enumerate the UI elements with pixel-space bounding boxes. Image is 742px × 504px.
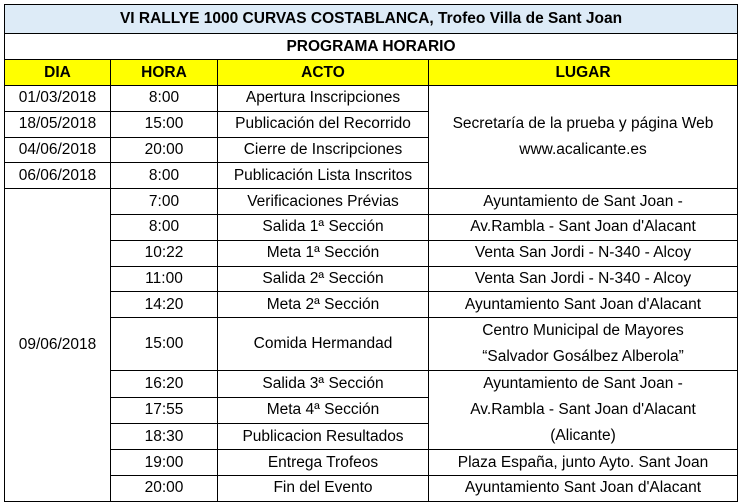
table-row (5, 318, 738, 371)
cell-acto: Fin del Evento (218, 475, 429, 501)
cell-hora: 17:55 (111, 397, 218, 423)
cell-hora: 15:00 (111, 318, 218, 371)
cell-acto: Entrega Trofeos (218, 450, 429, 476)
cell-hora: 8:00 (111, 163, 218, 189)
cell-acto: Publicacion Resultados (218, 423, 429, 449)
cell-hora: 19:00 (111, 450, 218, 476)
lugar-line: “Salvador Gosálbez Alberola” (482, 348, 684, 366)
table-row (5, 266, 738, 292)
cell-acto: Comida Hermandad (218, 318, 429, 371)
cell-acto: Publicación del Recorrido (218, 111, 429, 137)
cell-lugar: Ayuntamiento Sant Joan d'Alacant (429, 292, 738, 318)
cell-lugar: Venta San Jordi - N-340 - Alcoy (429, 240, 738, 266)
cell-hora: 11:00 (111, 266, 218, 292)
cell-lugar-ayto (429, 371, 738, 450)
cell-hora: 16:20 (111, 371, 218, 397)
table-row (5, 214, 738, 240)
cell-acto: Salida 1ª Sección (218, 214, 429, 240)
cell-lugar: Ayuntamiento de Sant Joan - (429, 189, 738, 215)
cell-lugar: Ayuntamiento Sant Joan d'Alacant (429, 475, 738, 501)
cell-dia: 06/06/2018 (5, 163, 111, 189)
cell-hora: 8:00 (111, 214, 218, 240)
cell-hora: 7:00 (111, 189, 218, 215)
cell-acto: Verificaciones Prévias (218, 189, 429, 215)
schedule-table (4, 4, 738, 502)
header-lugar: LUGAR (429, 60, 738, 86)
cell-acto: Publicación Lista Inscritos (218, 163, 429, 189)
header-dia: DIA (5, 60, 111, 86)
lugar-line: Ayuntamiento de Sant Joan - (483, 375, 683, 393)
cell-dia: 04/06/2018 (5, 137, 111, 163)
cell-hora: 18:30 (111, 423, 218, 449)
table-row (5, 450, 738, 476)
cell-hora: 20:00 (111, 137, 218, 163)
table-row (5, 292, 738, 318)
cell-hora: 20:00 (111, 475, 218, 501)
cell-acto: Cierre de Inscripciones (218, 137, 429, 163)
table-row (5, 86, 738, 112)
cell-hora: 15:00 (111, 111, 218, 137)
cell-acto: Meta 4ª Sección (218, 397, 429, 423)
cell-acto: Meta 2ª Sección (218, 292, 429, 318)
lugar-line: www.acalicante.es (519, 141, 647, 159)
cell-hora: 10:22 (111, 240, 218, 266)
table-row (5, 371, 738, 397)
cell-lugar-secretaria (429, 86, 738, 189)
cell-dia-event: 09/06/2018 (5, 189, 111, 502)
header-hora: HORA (111, 60, 218, 86)
table-row (5, 240, 738, 266)
lugar-line: Centro Municipal de Mayores (482, 322, 684, 340)
table-row (5, 475, 738, 501)
table-row (5, 189, 738, 215)
lugar-line: (Alicante) (550, 427, 616, 445)
cell-hora: 14:20 (111, 292, 218, 318)
cell-acto: Salida 2ª Sección (218, 266, 429, 292)
header-acto: ACTO (218, 60, 429, 86)
document-title: VI RALLYE 1000 CURVAS COSTABLANCA, Trofeo Villa de Sant Joan (5, 5, 738, 34)
cell-hora: 8:00 (111, 86, 218, 112)
lugar-line: Av.Rambla - Sant Joan d'Alacant (470, 401, 696, 419)
cell-lugar: Plaza España, junto Ayto. Sant Joan (429, 450, 738, 476)
schedule-subtitle: PROGRAMA HORARIO (5, 34, 738, 60)
cell-lugar-centro (429, 318, 738, 371)
cell-acto: Salida 3ª Sección (218, 371, 429, 397)
lugar-line: Secretaría de la prueba y página Web (452, 115, 714, 133)
cell-lugar: Venta San Jordi - N-340 - Alcoy (429, 266, 738, 292)
cell-lugar: Av.Rambla - Sant Joan d'Alacant (429, 214, 738, 240)
cell-dia: 01/03/2018 (5, 86, 111, 112)
cell-dia: 18/05/2018 (5, 111, 111, 137)
cell-acto: Meta 1ª Sección (218, 240, 429, 266)
cell-acto: Apertura Inscripciones (218, 86, 429, 112)
